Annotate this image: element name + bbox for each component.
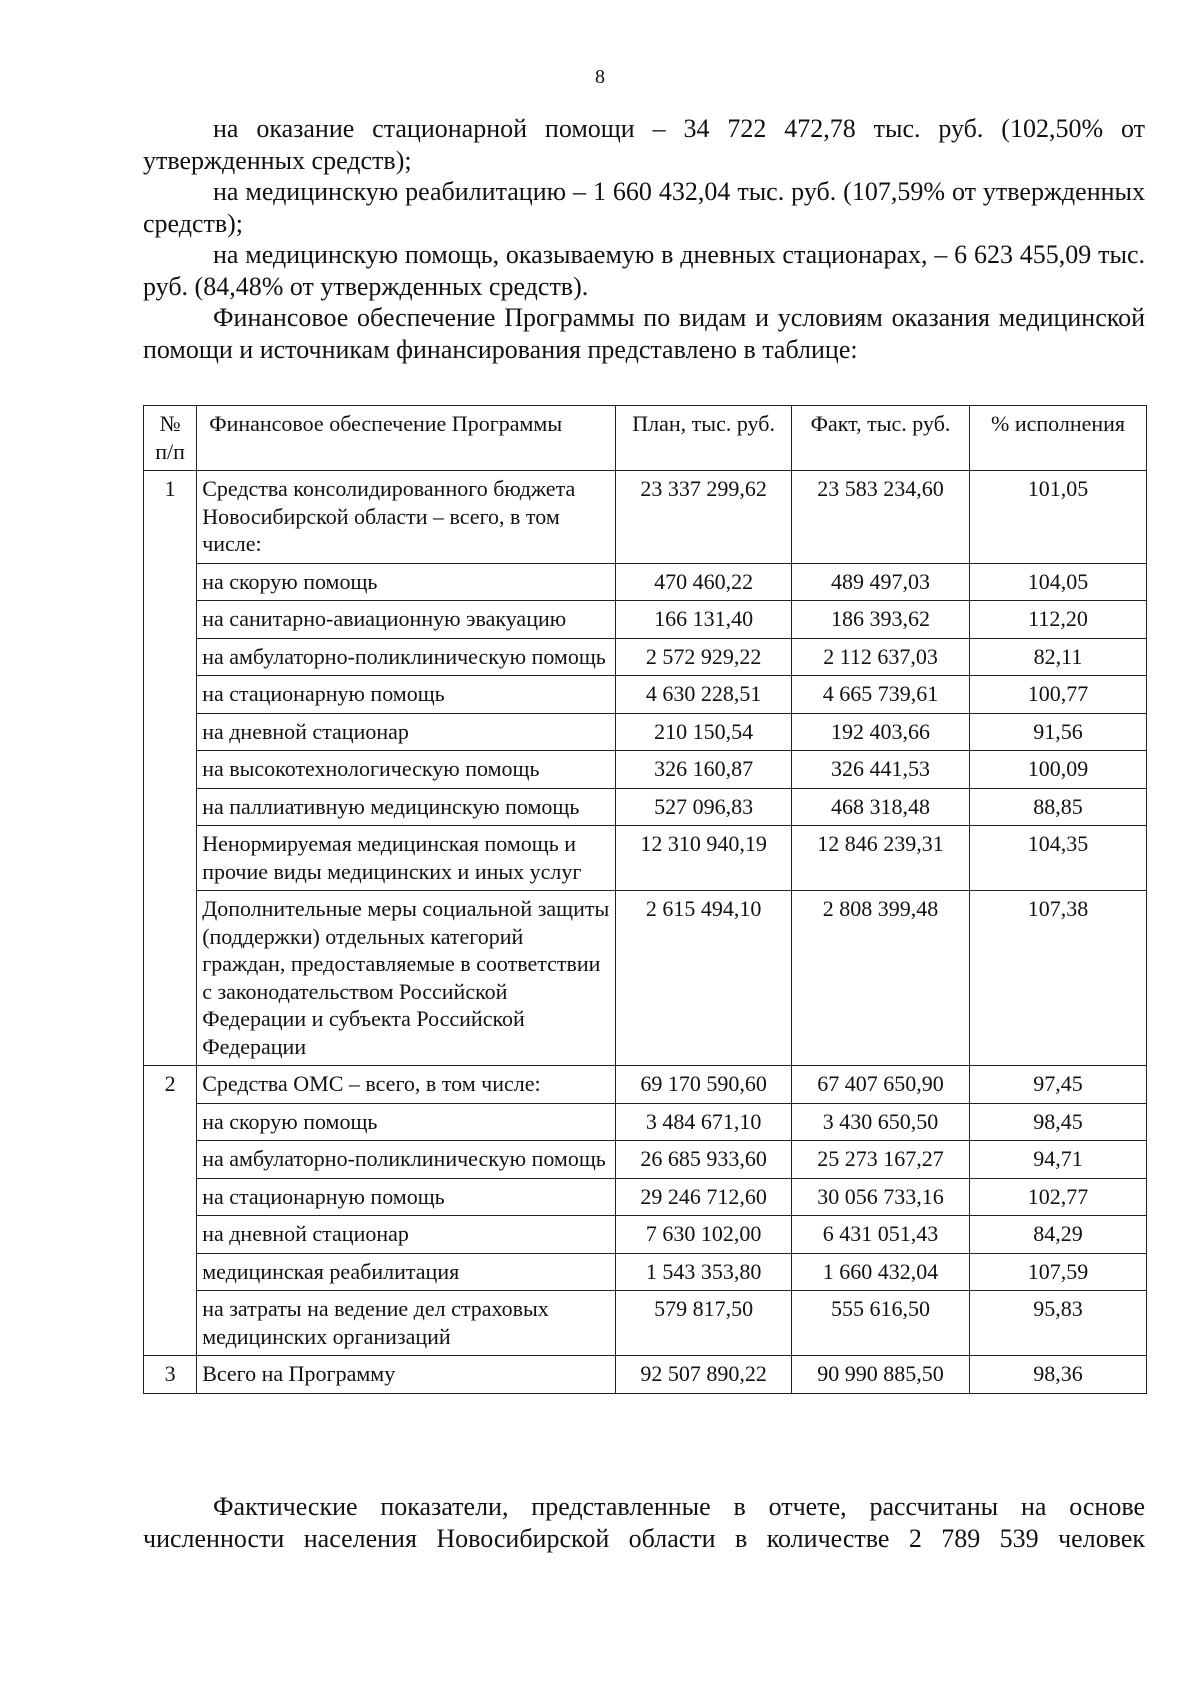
row-fact: 4 665 739,61: [792, 676, 970, 714]
row-plan: 2 615 494,10: [616, 891, 792, 1066]
row-fact: 468 318,48: [792, 788, 970, 826]
table-row: [144, 563, 1147, 601]
row-fact: 25 273 167,27: [792, 1141, 970, 1179]
row-fact: 23 583 234,60: [792, 471, 970, 564]
row-percent: 88,85: [970, 788, 1147, 826]
row-plan: 69 170 590,60: [616, 1066, 792, 1104]
row-percent: 102,77: [970, 1178, 1147, 1216]
row-percent: 104,05: [970, 563, 1147, 601]
header-percent: % исполнения: [970, 406, 1147, 471]
row-fact: 489 497,03: [792, 563, 970, 601]
row-percent: 107,38: [970, 891, 1147, 1066]
row-name: на затраты на ведение дел страховых медицинских организаций: [197, 1291, 616, 1356]
table-row: [144, 1356, 1147, 1394]
row-percent: 107,59: [970, 1253, 1147, 1291]
row-plan: 2 572 929,22: [616, 638, 792, 676]
row-plan: 579 817,50: [616, 1291, 792, 1356]
row-name: на стационарную помощь: [197, 1178, 616, 1216]
row-fact: 186 393,62: [792, 601, 970, 639]
row-percent: 97,45: [970, 1066, 1147, 1104]
row-name: на высокотехнологическую помощь: [197, 751, 616, 789]
row-percent: 100,09: [970, 751, 1147, 789]
row-plan: 166 131,40: [616, 601, 792, 639]
row-fact: 326 441,53: [792, 751, 970, 789]
row-fact: 1 660 432,04: [792, 1253, 970, 1291]
row-fact: 67 407 650,90: [792, 1066, 970, 1104]
row-name: на дневной стационар: [197, 713, 616, 751]
paragraph-day-hospital: на медицинскую помощь, оказываемую в дневных стационарах, – 6 623 455,09 тыс. руб. (84,48% от утвержденных средств).: [143, 240, 1145, 301]
header-plan: План, тыс. руб.: [616, 406, 792, 471]
row-plan: 23 337 299,62: [616, 471, 792, 564]
row-name: Средства ОМС – всего, в том числе:: [197, 1066, 616, 1104]
table-row: [144, 1178, 1147, 1216]
row-fact: 6 431 051,43: [792, 1216, 970, 1254]
row-plan: 4 630 228,51: [616, 676, 792, 714]
table-row: [144, 1103, 1147, 1141]
paragraph-population: Фактические показатели, представленные в отчете, рассчитаны на основе численности населения Новосибирской области в количестве 2 789 539 человек: [143, 1492, 1145, 1553]
row-plan: 7 630 102,00: [616, 1216, 792, 1254]
row-name: Дополнительные меры социальной защиты (поддержки) отдельных категорий граждан, предоставляемые в соответствии с законодательством Российской Федерации и субъекта Российской Федерации: [197, 891, 616, 1066]
row-fact: 555 616,50: [792, 1291, 970, 1356]
row-name: Всего на Программу: [197, 1356, 616, 1394]
row-percent: 101,05: [970, 471, 1147, 564]
row-plan: 1 543 353,80: [616, 1253, 792, 1291]
row-name: Средства консолидированного бюджета Новосибирской области – всего, в том числе:: [197, 471, 616, 564]
table-body: [144, 471, 1147, 1394]
row-plan: 326 160,87: [616, 751, 792, 789]
row-percent: 91,56: [970, 713, 1147, 751]
table-row: [144, 751, 1147, 789]
row-percent: 100,77: [970, 676, 1147, 714]
row-percent: 94,71: [970, 1141, 1147, 1179]
row-number: 1: [144, 471, 197, 1066]
row-plan: 527 096,83: [616, 788, 792, 826]
row-name: на амбулаторно-поликлиническую помощь: [197, 638, 616, 676]
row-name: Ненормируемая медицинская помощь и прочие виды медицинских и иных услуг: [197, 826, 616, 891]
intro-text: [143, 113, 1145, 365]
row-fact: 2 112 637,03: [792, 638, 970, 676]
paragraph-table-intro: Финансовое обеспечение Программы по видам и условиям оказания медицинской помощи и источникам финансирования представлено в таблице:: [143, 303, 1145, 364]
table-row: [144, 1141, 1147, 1179]
row-plan: 210 150,54: [616, 713, 792, 751]
header-fact: Факт, тыс. руб.: [792, 406, 970, 471]
row-number: 2: [144, 1066, 197, 1356]
row-name: на скорую помощь: [197, 563, 616, 601]
row-name: на санитарно-авиационную эвакуацию: [197, 601, 616, 639]
row-percent: 98,45: [970, 1103, 1147, 1141]
row-name: на дневной стационар: [197, 1216, 616, 1254]
row-plan: 12 310 940,19: [616, 826, 792, 891]
row-plan: 26 685 933,60: [616, 1141, 792, 1179]
row-fact: 30 056 733,16: [792, 1178, 970, 1216]
table-row: [144, 638, 1147, 676]
table-row: [144, 601, 1147, 639]
table-row: [144, 471, 1147, 564]
row-name: медицинская реабилитация: [197, 1253, 616, 1291]
row-percent: 104,35: [970, 826, 1147, 891]
row-percent: 112,20: [970, 601, 1147, 639]
row-fact: 90 990 885,50: [792, 1356, 970, 1394]
row-percent: 98,36: [970, 1356, 1147, 1394]
row-plan: 92 507 890,22: [616, 1356, 792, 1394]
row-number: 3: [144, 1356, 197, 1394]
table-row: [144, 1066, 1147, 1104]
table-row: [144, 891, 1147, 1066]
table-row: [144, 676, 1147, 714]
table-row: [144, 1216, 1147, 1254]
row-fact: 12 846 239,31: [792, 826, 970, 891]
row-plan: 29 246 712,60: [616, 1178, 792, 1216]
financing-table: [143, 405, 1147, 1394]
table-header-row: [144, 406, 1147, 471]
page-number: 8: [595, 66, 605, 88]
header-num: № п/п: [144, 406, 197, 471]
closing-text: [143, 1491, 1145, 1555]
row-name: на паллиативную медицинскую помощь: [197, 788, 616, 826]
paragraph-rehabilitation: на медицинскую реабилитацию – 1 660 432,04 тыс. руб. (107,59% от утвержденных средств);: [143, 177, 1145, 238]
row-plan: 3 484 671,10: [616, 1103, 792, 1141]
table-row: [144, 1253, 1147, 1291]
paragraph-inpatient: на оказание стационарной помощи – 34 722 472,78 тыс. руб. (102,50% от утвержденных средств);: [143, 114, 1145, 175]
table-row: [144, 788, 1147, 826]
row-fact: 2 808 399,48: [792, 891, 970, 1066]
header-name: Финансовое обеспечение Программы: [197, 406, 616, 471]
row-name: на скорую помощь: [197, 1103, 616, 1141]
row-fact: 3 430 650,50: [792, 1103, 970, 1141]
row-fact: 192 403,66: [792, 713, 970, 751]
table-row: [144, 826, 1147, 891]
row-percent: 82,11: [970, 638, 1147, 676]
table-row: [144, 713, 1147, 751]
row-name: на амбулаторно-поликлиническую помощь: [197, 1141, 616, 1179]
row-percent: 84,29: [970, 1216, 1147, 1254]
row-percent: 95,83: [970, 1291, 1147, 1356]
row-name: на стационарную помощь: [197, 676, 616, 714]
table-row: [144, 1291, 1147, 1356]
row-plan: 470 460,22: [616, 563, 792, 601]
